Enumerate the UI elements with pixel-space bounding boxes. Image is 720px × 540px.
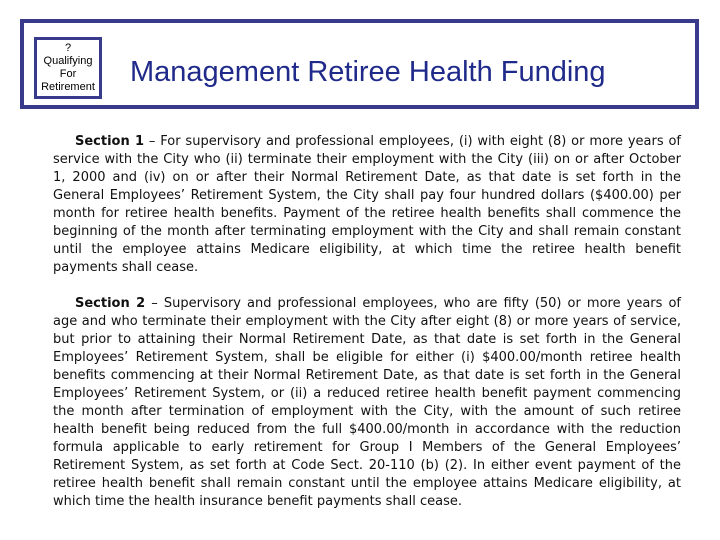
badge-line-retirement: Retirement (41, 81, 95, 93)
document-body (53, 133, 681, 529)
section-1-label: Section 1 (75, 134, 145, 149)
section-2-paragraph (53, 295, 681, 511)
section-2-label: Section 2 (75, 296, 146, 311)
section-1-paragraph (53, 133, 681, 277)
badge-line-for: For (59, 68, 77, 80)
section-2-separator: – (145, 296, 164, 311)
page-title: Management Retiree Health Funding (130, 56, 606, 88)
badge-question-mark: ? (64, 42, 72, 54)
qualifying-badge (34, 37, 102, 99)
section-1-text: For supervisory and professional employees, (i) with eight (8) or more years of service with the City who (ii) terminate their employment with the City (iii) on or after October 1, 2000 and (iv) on or after their Normal Retirement Date, as that date is set forth in the General Employees’ Retirement System, the City shall pay four hundred dollars ($400.00) per month for retiree health benefits. Payment of the retiree health benefits shall commence the beginning of the month after terminating employment with the City and shall remain constant until the employee attains Medicare eligibility, at which time the retiree health benefit payments shall cease. (53, 134, 682, 275)
section-2-text: Supervisory and professional employees, who are fifty (50) or more years of age and who terminate their employment with the City after eight (8) or more years of service, but prior to attaining their Normal Retirement Date, as that date is set forth in the General Employees’ Retirement System, shall be eligible for either (i) $400.00/month retiree health benefits commencing at their Normal Retirement Date, as that date is set forth in the General Employees’ Retirement System, or (ii) a reduced retiree health benefit payment commencing the month after termination of employment with the City, with the amount of such retiree health benefit being reduced from the full $400.00/month in accordance with the reduction formula applicable to early retirement for Group I Members of the General Employees’ Retirement System, as set forth at Code Sect. 20-110 (b) (2). In either event payment of the retiree health benefit shall remain constant until the employee attains Medicare eligibility, at which time the health insurance benefit payments shall cease. (53, 296, 681, 509)
header-frame (20, 19, 699, 109)
badge-line-qualifying: Qualifying (43, 55, 93, 67)
section-1-separator: – (144, 134, 161, 149)
